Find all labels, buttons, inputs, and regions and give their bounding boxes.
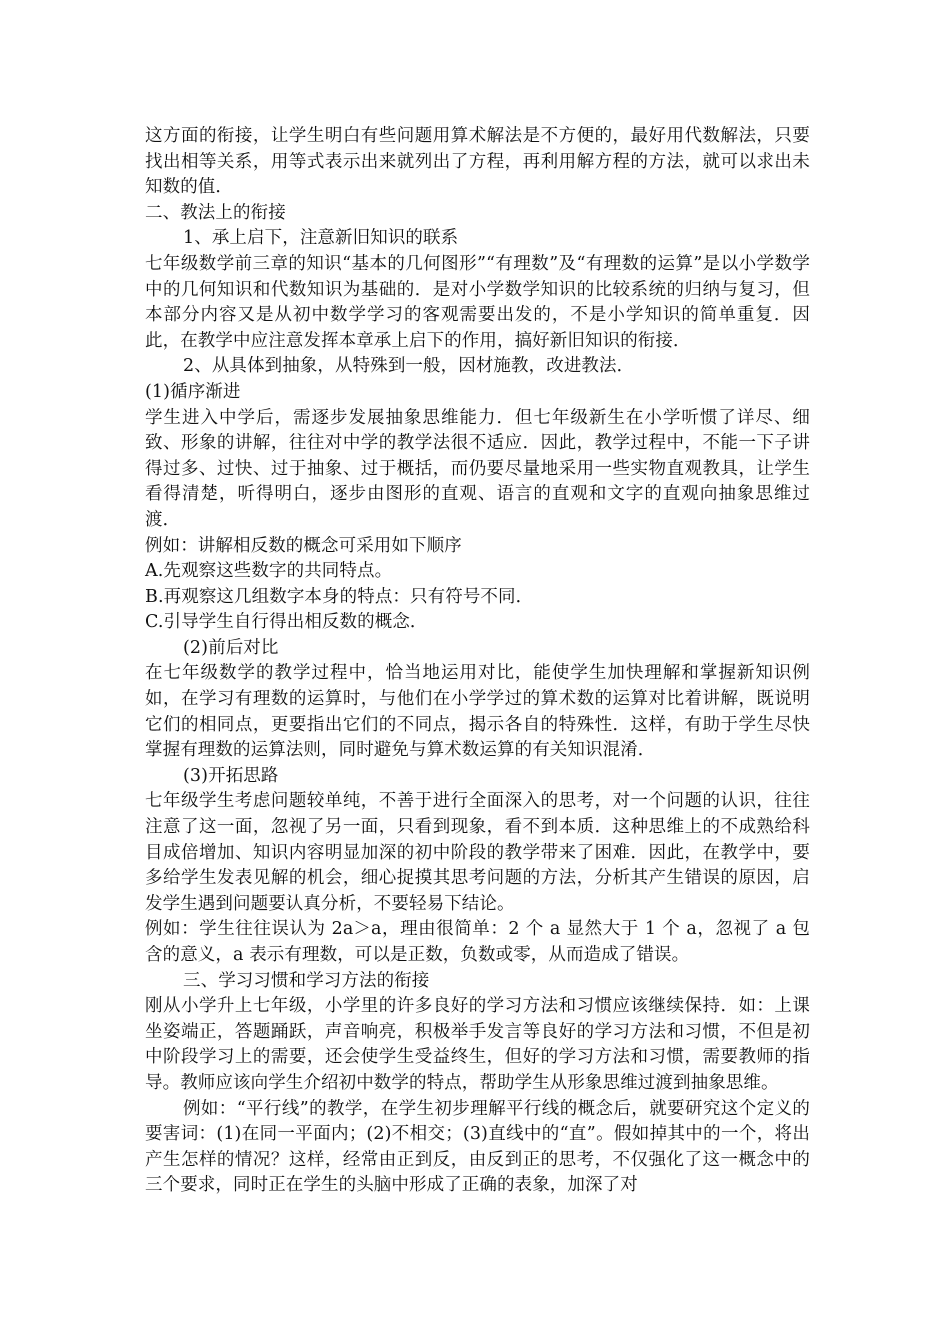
paragraph: 刚从小学升上七年级，小学里的许多良好的学习方法和习惯应该继续保持．如：上课坐姿端正，答题踊跃，声音响亮，积极举手发言等良好的学习方法和习惯，不但是初中阶段学习上的需要，还会使学生受益终生，但好的学习方法和习惯，需要教师的指导。教师应该向学生介绍初中数学的特点，帮助学生从形象思维过渡到抽象思维。 [145,996,810,1093]
subsection-heading: (1)循序渐进 [145,381,241,402]
paragraph: 在七年级数学的教学过程中，恰当地运用对比，能使学生加快理解和掌握新知识例如，在学习有理数的运算时，与他们在小学学过的算术数的运算对比着讲解，既说明它们的相同点，更要指出它们的不同点，揭示各自的特殊性．这样，有助于学生尽快掌握有理数的运算法则，同时避免与算术数运算的有关知识混淆． [145,663,810,761]
document-body [145,124,810,1199]
paragraph: 学生进入中学后，需逐步发展抽象思维能力．但七年级新生在小学听惯了详尽、细致、形象的讲解，往往对中学的教学法很不适应．因此，教学过程中，不能一下子讲得过多、过快、过于抽象、过于概括，而仍要尽量地采用一些实物直观教具，让学生看得清楚，听得明白，逐步由图形的直观、语言的直观和文字的直观向抽象思维过渡． [145,407,810,530]
section-heading: 二、教法上的衔接 [145,202,286,223]
list-item: A.先观察这些数字的共同特点。 [145,561,393,582]
subsection-heading: (3)开拓思路 [183,765,279,786]
section-heading: 三、学习习惯和学习方法的衔接 [183,970,430,991]
paragraph: 例如：讲解相反数的概念可采用如下顺序 [145,535,462,556]
paragraph: 七年级数学前三章的知识“基本的几何图形”“有理数”及“有理数的运算”是以小学数学中的几何知识和代数知识为基础的．是对小学数学知识的比较系统的归纳与复习，但本部分内容又是从初中数学学习的客观需要出发的，不是小学知识的简单重复．因此，在教学中应注意发挥本章承上启下的作用，搞好新旧知识的衔接． [145,253,810,351]
subsection-heading: 2、从具体到抽象，从特殊到一般，因材施教，改进教法． [183,356,635,377]
list-item: B.再观察这几组数字本身的特点：只有符号不同． [145,586,534,607]
paragraph: 例如：“平行线”的教学，在学生初步理解平行线的概念后，就要研究这个定义的要害词：(1)在同一平面内；(2)不相交；(3)直线中的“直”。假如掉其中的一个，将出产生怎样的情况？这样，经常由正到反，由反到正的思考，不仅强化了这一概念中的三个要求，同时正在学生的头脑中形成了正确的表象，加深了对 [145,1098,810,1196]
paragraph: 这方面的衔接，让学生明白有些问题用算术解法是不方便的，最好用代数解法，只要找出相等关系，用等式表示出来就列出了方程，再利用解方程的方法，就可以求出未知数的值． [145,126,810,198]
subsection-heading: (2)前后对比 [183,637,279,658]
paragraph: 例如：学生往往误认为 2a＞a，理由很简单：2 个 a 显然大于 1 个 a，忽视了 a 包含的意义，a 表示有理数，可以是正数，负数或零，从而造成了错误。 [145,919,810,965]
list-item: C.引导学生自行得出相反数的概念． [145,612,428,633]
subsection-heading: 1、承上启下，注意新旧知识的联系 [183,228,459,249]
paragraph: 七年级学生考虑问题较单纯，不善于进行全面深入的思考，对一个问题的认识，往往注意了这一面，忽视了另一面，只看到现象，看不到本质．这种思维上的不成熟给科目成倍增加、知识内容明显加深的初中阶段的教学带来了困难．因此，在教学中，要多给学生发表见解的机会，细心捉摸其思考问题的方法，分析其产生错误的原因，启发学生遇到问题要认真分析，不要轻易下结论。 [145,791,810,914]
